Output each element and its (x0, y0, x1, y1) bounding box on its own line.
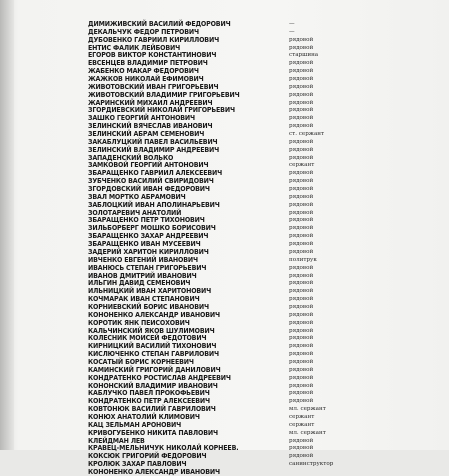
person-name: КАМИНСКИЙ ГРИГОРИЙ ДАНИЛОВИЧ (88, 365, 221, 374)
military-rank: рядовой (289, 170, 314, 177)
person-name: ЖИВОТОВСКИЙ ИВАН ГРИГОРЬЕВИЧ (88, 82, 219, 91)
military-rank: рядовой (289, 107, 314, 114)
list-item (88, 413, 438, 421)
person-name: ИВАНОВ ДМИТРИЙ ИВАНОВИЧ (88, 271, 197, 280)
military-rank: рядовой (289, 296, 314, 303)
military-rank: рядовой (289, 44, 314, 51)
list-item (88, 264, 438, 272)
military-rank: рядовой (289, 398, 314, 405)
list-item (88, 75, 438, 83)
list-item (88, 44, 438, 52)
military-rank: рядовой (289, 146, 314, 153)
list-item (88, 382, 438, 390)
list-item (88, 421, 438, 429)
person-name: ИЛЬНИЦКИЙ ИВАН ХАРИТОНОВИЧ (88, 287, 212, 296)
person-name: КОЧМАРАК ИВАН СТЕПАНОВИЧ (88, 295, 200, 304)
list-item (88, 146, 438, 154)
list-item (88, 185, 438, 193)
person-name: КОКСЮК ГРИГОРИЙ ФЕДОРОВИЧ (88, 452, 207, 461)
list-item (88, 122, 438, 130)
person-name: ЖАЖКОВ НИКОЛАЙ ЕФИМОВИЧ (88, 75, 204, 84)
list-item (88, 272, 438, 280)
person-name: КОНДРАТЕНКО РОСТИСЛАВ АНДРЕЕВИЧ (88, 373, 231, 382)
list-item (88, 169, 438, 177)
person-name: ДИМИЖИВСКИЙ ВАСИЛИЙ ФЕДОРОВИЧ (88, 20, 231, 28)
list-item (88, 366, 438, 374)
person-name: ЕНТИС ФАЛИК ЛЕЙБОВИЧ (88, 43, 181, 52)
person-name: КОВТОНЮК ВАСИЛИЙ ГАВРИЛОВИЧ (88, 405, 216, 414)
military-rank: рядовой (289, 248, 314, 255)
list-item (88, 138, 438, 146)
military-rank: рядовой (289, 68, 314, 75)
list-item (88, 59, 438, 67)
military-rank: рядовой (289, 437, 314, 444)
military-rank: рядовой (289, 186, 314, 193)
military-rank: рядовой (289, 76, 314, 83)
military-rank: рядовой (289, 445, 314, 452)
list-item (88, 177, 438, 185)
list-item (88, 460, 438, 468)
person-name: КОРОТИК ЯНК ПЕИСОХОВИЧ (88, 318, 190, 327)
military-rank: рядовой (289, 233, 314, 240)
person-name: КАБЛУЧКО ПАВЕЛ ПРОКОФЬЕВИЧ (88, 389, 210, 398)
list-item (88, 350, 438, 358)
person-name: КОНОНЕНКО АЛЕКСАНДР ИВАНОВИЧ (88, 467, 220, 476)
military-rank: рядовой (289, 280, 314, 287)
military-rank: рядовой (289, 138, 314, 145)
person-name: ЗБАРАЩЕНКО ГАВРИИЛ АЛЕКСЕЕВИЧ (88, 169, 223, 178)
military-rank: санинструктор (289, 461, 334, 468)
list-item (88, 468, 438, 476)
military-rank: рядовой (289, 83, 314, 90)
person-name: КОНОНЕНКО АЛЕКСАНДР ИВАНОВИЧ (88, 310, 220, 319)
military-rank: рядовой (289, 217, 314, 224)
person-name: ЗГОРДИЕВСКИЙ НИКОЛАЙ ГРИГОРЬЕВИЧ (88, 106, 235, 115)
person-name: ЗАМКОВОЙ ГЕОРГИЙ АНТОНОВИЧ (88, 161, 209, 170)
names-list (88, 20, 438, 476)
list-item (88, 216, 438, 224)
military-rank: сержант (289, 413, 315, 420)
list-item (88, 240, 438, 248)
military-rank: рядовой (289, 358, 314, 365)
military-rank: рядовой (289, 241, 314, 248)
list-item (88, 130, 438, 138)
military-rank: ст. сержант (289, 131, 325, 138)
person-name: ЗАДЕРИЙ ХАРИТОН КИРИЛЛОВИЧ (88, 247, 209, 256)
person-name: ЖАРИНСКИЙ МИХАИЛ АНДРЕЕВИЧ (88, 98, 213, 107)
person-name: КОРНИЕВСКИЙ БОРИС ИВАНОВИЧ (88, 302, 209, 311)
military-rank: рядовой (289, 60, 314, 67)
military-rank: рядовой (289, 115, 314, 122)
list-item (88, 319, 438, 327)
list-item (88, 91, 438, 99)
person-name: КИСЛЮЧЕНКО СТЕПАН ГАВРИЛОВИЧ (88, 350, 219, 359)
military-rank: рядовой (289, 123, 314, 130)
list-item (88, 224, 438, 232)
list-item (88, 161, 438, 169)
military-rank: рядовой (289, 36, 314, 43)
military-rank: старшина (289, 52, 319, 59)
person-name: КАЛЬЧИНСКИЙ ЯКОВ ШУЛИМОВИЧ (88, 326, 215, 335)
person-name: ЗЕЛИНСКИЙ ВЛАДИМИР АНДРЕЕВИЧ (88, 145, 220, 154)
list-item (88, 303, 438, 311)
page-gutter-shadow (0, 0, 14, 450)
military-rank: рядовой (289, 91, 314, 98)
list-item (88, 83, 438, 91)
person-name: ИВАНЮСЬ СТЕПАН ГРИГОРЬЕВИЧ (88, 263, 207, 272)
list-item (88, 342, 438, 350)
list-item (88, 20, 438, 28)
person-name: КРИВОГУБЕНКО НИКИТА ПАВЛОВИЧ (88, 428, 218, 437)
person-name: КРОЛЮК ЗАХАР ПАВЛОВИЧ (88, 460, 187, 469)
military-rank: рядовой (289, 343, 314, 350)
list-item (88, 452, 438, 460)
military-rank: мл. сержант (289, 429, 326, 436)
military-rank: рядовой (289, 288, 314, 295)
person-name: ЗИЛЬБОРБЕРГ МОШКО БОРИСОВИЧ (88, 224, 216, 233)
person-name: КАЦ ЗЕЛЬМАН АРОНОВИЧ (88, 420, 182, 429)
list-item (88, 193, 438, 201)
person-name: ЗАШКО ГЕОРГИЙ АНТОНОВИЧ (88, 114, 195, 123)
military-rank: рядовой (289, 201, 314, 208)
military-rank: рядовой (289, 303, 314, 310)
military-rank: рядовой (289, 193, 314, 200)
list-item (88, 201, 438, 209)
person-name: ЕВСЕНЦЕВ ВЛАДИМИР ПЕТРОВИЧ (88, 59, 208, 68)
list-item (88, 311, 438, 319)
person-name: ЗБАРАЩЕНКО ИВАН МУСЕЕВИЧ (88, 240, 201, 249)
person-name: ЗАКАБЛУЦКИЙ ПАВЕЛ ВАСИЛЬЕВИЧ (88, 137, 218, 146)
person-name: ЗБАРАЩЕНКО ЗАХАР АНДРЕЕВИЧ (88, 232, 209, 241)
person-name: ЗГОРДОВСКИЙ ИВАН ФЕДОРОВИЧ (88, 185, 210, 194)
list-item (88, 429, 438, 437)
person-name: КОНЮХ АНАТОЛИЙ КЛИМОВИЧ (88, 412, 200, 421)
person-name: КРАВЕЦ-МЕЛЬНИЧУК НИКОЛАЙ КОРНЕЕВ. (88, 444, 239, 453)
military-rank: рядовой (289, 264, 314, 271)
military-rank: рядовой (289, 272, 314, 279)
military-rank: рядовой (289, 225, 314, 232)
person-name: ЗБАРАЩЕНКО ПЕТР ТИХОНОВИЧ (88, 216, 205, 225)
person-name: ДУБОВЕНКО ГАВРИИЛ КИРИЛЛОВИЧ (88, 35, 220, 44)
military-rank: рядовой (289, 209, 314, 216)
list-item (88, 358, 438, 366)
person-name: КОНОНСКИЙ ВЛАДИМИР ИВАНОВИЧ (88, 381, 218, 390)
military-rank: рядовой (289, 99, 314, 106)
person-name: ЖАБЕНКО МАКАР ФЕДОРОВИЧ (88, 67, 199, 76)
military-rank: рядовой (289, 178, 314, 185)
military-rank: — (289, 21, 295, 27)
person-name: ИВЧЕНКО ЕВГЕНИЙ ИВАНОВИЧ (88, 255, 198, 264)
military-rank: рядовой (289, 335, 314, 342)
list-item (88, 256, 438, 264)
list-item (88, 389, 438, 397)
military-rank: рядовой (289, 366, 314, 373)
list-item (88, 51, 438, 59)
list-item (88, 397, 438, 405)
list-item (88, 405, 438, 413)
military-rank: политрук (289, 256, 317, 263)
military-rank: рядовой (289, 390, 314, 397)
person-name: ЕГОРОВ ВИКТОР КОНСТАНТИНОВИЧ (88, 51, 217, 60)
military-rank: рядовой (289, 319, 314, 326)
military-rank: — (289, 28, 295, 35)
list-item (88, 374, 438, 382)
military-rank: сержант (289, 162, 315, 169)
military-rank: сержант (289, 421, 315, 428)
person-name: КОЛЕСНИК МОИСЕЙ ФЕДОТОВИЧ (88, 334, 207, 343)
person-name: ЗАБЛОЦКИЙ ИВАН АПОЛИНАРЬЕВИЧ (88, 200, 220, 209)
person-name: ЗАПАДЕНСКИЙ ВОЛЬКО (88, 153, 174, 162)
person-name: КОНДРАТЕНКО ПЕТР АЛЕКСЕЕВИЧ (88, 397, 210, 406)
person-name: ИЛЬГИН ДАВИД СЕМЕНОВИЧ (88, 279, 191, 288)
list-item (88, 232, 438, 240)
military-rank: рядовой (289, 311, 314, 318)
person-name: ДЕКАЛЬЧУК ФЕДОР ПЕТРОВИЧ (88, 27, 199, 36)
person-name: КЛЕЙДМАН ЛЕВ (88, 436, 145, 445)
list-item (88, 209, 438, 217)
person-name: ЗЕЛИНСКИЙ ВЯЧЕСЛАВ ИВАНОВИЧ (88, 122, 213, 131)
military-rank: рядовой (289, 327, 314, 334)
list-item (88, 248, 438, 256)
person-name: ЗОЛОТАРЕВИЧ АНАТОЛИЙ (88, 208, 182, 217)
military-rank: рядовой (289, 374, 314, 381)
list-item (88, 28, 438, 36)
military-rank: рядовой (289, 453, 314, 460)
list-item (88, 295, 438, 303)
person-name: ЗВАЛ МОРТКО АБРАМОВИЧ (88, 192, 186, 201)
military-rank: мл. сержант (289, 406, 326, 413)
list-item (88, 114, 438, 122)
list-item (88, 287, 438, 295)
list-item (88, 67, 438, 75)
military-rank: рядовой (289, 154, 314, 161)
person-name: ЗЕЛИНСКИЙ АБРАМ СЕМЕНОВИЧ (88, 130, 205, 139)
person-name: КОСАТЫЙ БОРИС КОРНЕЕВИЧ (88, 357, 194, 366)
list-item (88, 36, 438, 44)
person-name: ЗУБЧЕНКО ВАСИЛИЙ СВИРИДОВИЧ (88, 177, 214, 186)
military-rank: рядовой (289, 351, 314, 358)
military-rank: рядовой (289, 382, 314, 389)
person-name: КИРНИЦКИЙ ВАСИЛИЙ ТИХОНОВИЧ (88, 342, 217, 351)
person-name: ЖИВОТОВСКИЙ ВЛАДИМИР ГРИГОРЬЕВИЧ (88, 90, 240, 99)
